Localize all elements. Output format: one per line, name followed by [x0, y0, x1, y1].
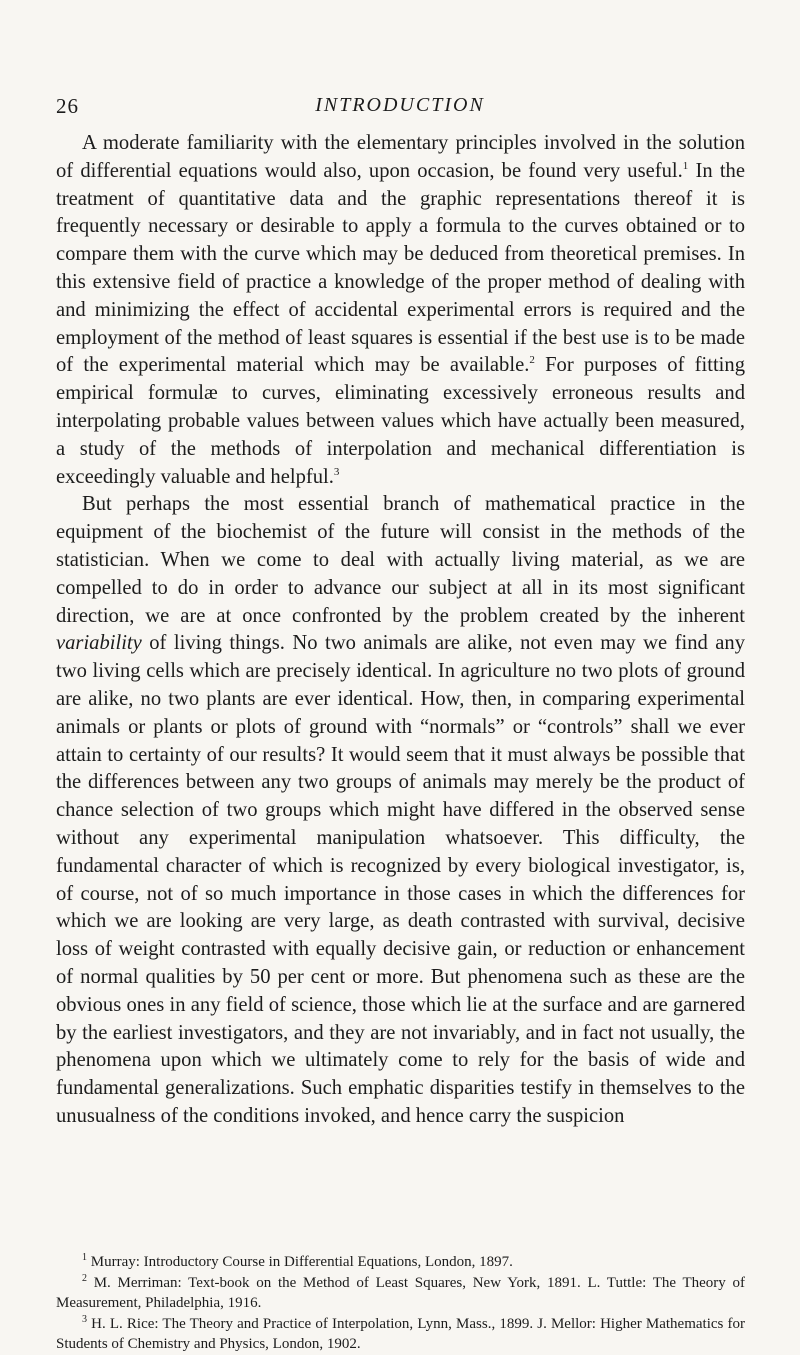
page-header	[56, 94, 744, 118]
footnote-text: H. L. Rice: The Theory and Practice of Interpolation, Lynn, Mass., 1899. J. Mellor: Higher Mathematics for Students of Chemistry and Physics, London, 1902.	[56, 1315, 745, 1352]
page-number: 26	[56, 94, 79, 118]
text-run: But perhaps the most essential branch of mathematical practice in the equipment of the biochemist of the future will consist in the methods of the statistician. When we come to deal with actually living material, as we are compelled to do in order to advance our subject at all in its most significant direction, we are at once confronted by the problem created by the inherent	[56, 493, 745, 627]
footnote-3	[56, 1314, 745, 1355]
text-run: A moderate familiarity with the elementary principles involved in the solution of differential equations would also, upon occasion, be found very useful.	[56, 132, 745, 182]
text-run: For purposes of fitting empirical formulæ to curves, eliminating excessively erroneous results and interpolating probable values between values which have actually been measured, a study of the methods of interpolation and mechanical differentiation is exceedingly valuable and helpful.	[56, 354, 745, 488]
text-run: In the treatment of quantitative data and the graphic representations thereof it is frequently necessary or desirable to apply a formula to the curves obtained or to compare them with the curve which may be deduced from theoretical premises. In this extensive field of practice a knowledge of the proper method of dealing with and minimizing the effect of accidental experimental errors is required and the employment of the method of least squares is essential if the best use is to be made of the experimental material which may be available.	[56, 159, 745, 377]
text-run: of living things. No two animals are alike, not even may we find any two living cells which are precisely identical. In agriculture no two plots of ground are alike, no two plants are ever identical. How, then, in comparing experimental animals or plants or plots of ground with “normals” or “controls” shall we ever attain to certainty of our results? It would seem that it must always be possible that the differences between any two groups of animals may merely be the product of chance selection of two groups which might have differed in the observed sense without any experimental manipulation whatsoever. This difficulty, the fundamental character of which is recognized by every biological investigator, is, of course, not of so much importance in those cases in which the differences for which we are looking are very large, as death contrasted with survival, decisive loss of weight contrasted with equally decisive gain, or reduction or enhancement of normal qualities by 50 per cent or more. But phenomena such as these are the obvious ones in any field of science, those which lie at the surface and are garnered by the earliest investigators, and they are not invariably, and in fact not usually, the phenomena upon which we ultimately come to rely for the basis of wide and fundamental generalizations. Such emphatic disparities testify in themselves to the unusualness of the conditions invoked, and hence carry the suspicion	[56, 632, 745, 1127]
footnote-marker: 1	[82, 1252, 87, 1263]
paragraph-1	[56, 130, 745, 491]
footnote-ref-3: 3	[333, 465, 340, 478]
paragraph-2	[56, 491, 745, 1130]
footnote-text: Murray: Introductory Course in Differential Equations, London, 1897.	[87, 1254, 513, 1270]
emphasis-variability: variability	[56, 632, 142, 655]
footnote-text: M. Merriman: Text-book on the Method of Least Squares, New York, 1891. L. Tuttle: The Theory of Measurement, Philadelphia, 1916.	[56, 1274, 745, 1311]
footnote-marker: 2	[82, 1272, 87, 1284]
running-title: INTRODUCTION	[315, 94, 485, 116]
body-text	[56, 130, 745, 1131]
footnote-2	[56, 1273, 745, 1314]
footnote-1	[56, 1252, 745, 1273]
footnote-ref-2: 2	[529, 354, 535, 367]
footnote-marker: 3	[82, 1313, 87, 1325]
footnote-ref-1: 1	[682, 159, 689, 172]
footnotes	[56, 1252, 745, 1355]
